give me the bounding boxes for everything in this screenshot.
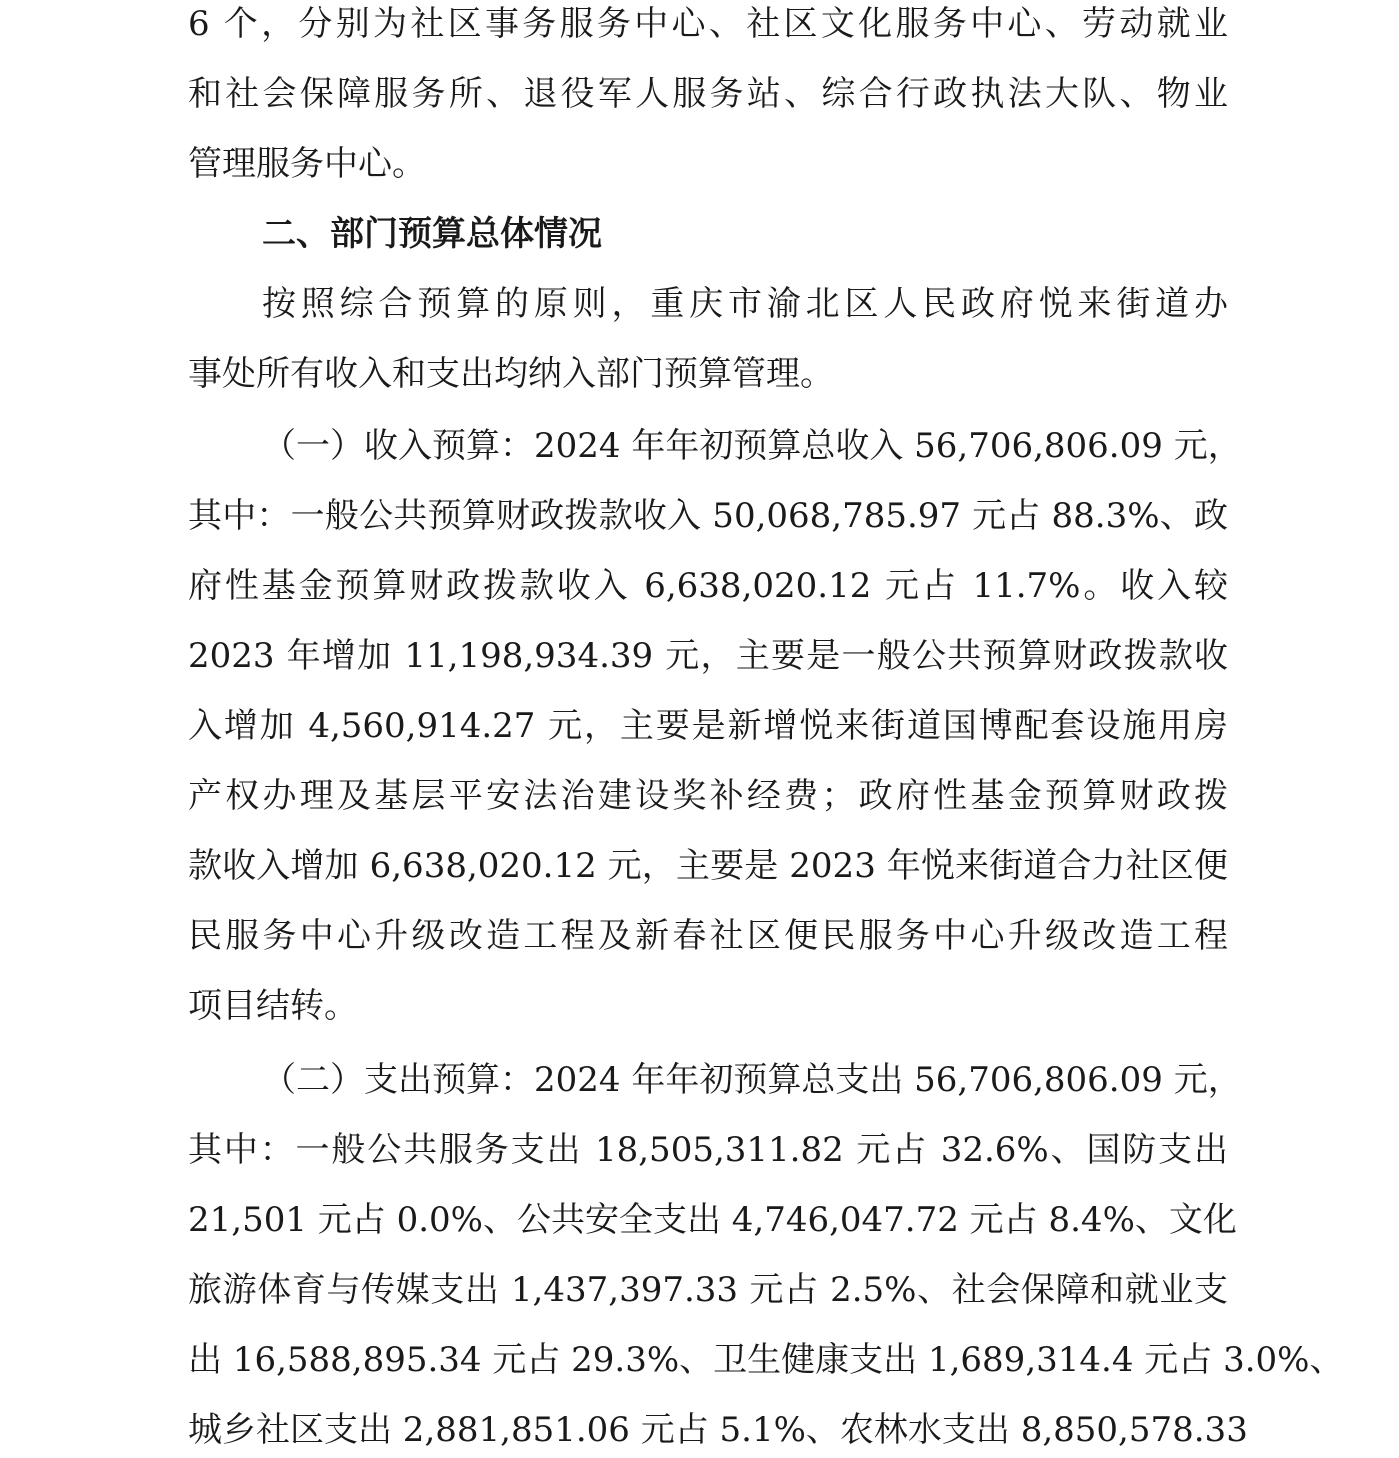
paragraph-line: 入增加 4,560,914.27 元，主要是新增悦来街道国博配套设施用房 xyxy=(188,706,1228,746)
subsection-line-expenditure: （二）支出预算：2024 年年初预算总支出 56,706,806.09 元， xyxy=(262,1060,1242,1100)
paragraph-line: 项目结转。 xyxy=(188,986,358,1026)
paragraph-line: 旅游体育与传媒支出 1,437,397.33 元占 2.5%、社会保障和就业支 xyxy=(188,1270,1228,1310)
paragraph-line: 按照综合预算的原则，重庆市渝北区人民政府悦来街道办 xyxy=(262,284,1228,324)
paragraph-line: 产权办理及基层平安法治建设奖补经费；政府性基金预算财政拨 xyxy=(188,776,1228,816)
paragraph-line: 事处所有收入和支出均纳入部门预算管理。 xyxy=(188,354,834,394)
paragraph-line: 款收入增加 6,638,020.12 元，主要是 2023 年悦来街道合力社区便 xyxy=(188,846,1228,886)
paragraph-line: 其中：一般公共预算财政拨款收入 50,068,785.97 元占 88.3%、政 xyxy=(188,496,1228,536)
paragraph-line: 出 16,588,895.34 元占 29.3%、卫生健康支出 1,689,314.4 元占 3.0%、 xyxy=(188,1340,1344,1380)
paragraph-line: 21,501 元占 0.0%、公共安全支出 4,746,047.72 元占 8.4%、文化 xyxy=(188,1200,1237,1240)
paragraph-line: 民服务中心升级改造工程及新春社区便民服务中心升级改造工程 xyxy=(188,916,1228,956)
paragraph-line: 6 个，分别为社区事务服务中心、社区文化服务中心、劳动就业 xyxy=(188,4,1228,44)
paragraph-line: 管理服务中心。 xyxy=(188,144,426,184)
paragraph-line: 府性基金预算财政拨款收入 6,638,020.12 元占 11.7%。收入较 xyxy=(188,566,1228,606)
paragraph-line: 2023 年增加 11,198,934.39 元，主要是一般公共预算财政拨款收 xyxy=(188,636,1228,676)
paragraph-line: 城乡社区支出 2,881,851.06 元占 5.1%、农林水支出 8,850,578.33 xyxy=(188,1410,1248,1450)
paragraph-line: 其中：一般公共服务支出 18,505,311.82 元占 32.6%、国防支出 xyxy=(188,1130,1228,1170)
paragraph-line: 和社会保障服务所、退役军人服务站、综合行政执法大队、物业 xyxy=(188,74,1228,114)
subsection-line-income: （一）收入预算：2024 年年初预算总收入 56,706,806.09 元， xyxy=(262,426,1242,466)
section-heading: 二、部门预算总体情况 xyxy=(262,214,602,254)
